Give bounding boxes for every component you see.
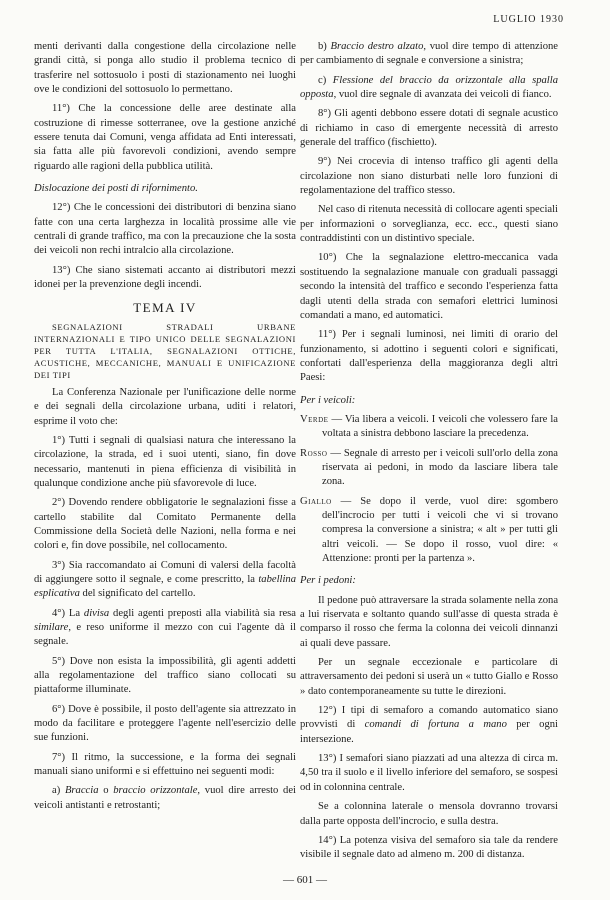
paragraph [300,74,558,103]
text-run: 12°) I tipi di semaforo a comando automatico siano provvisti di [300,705,558,731]
paragraph [300,704,558,747]
paragraph [300,40,558,69]
paragraph: 5°) Dove non esista la impossibilità, gli agenti addetti alla regolamentazione del traffico siano collocati su piattaforme illuminate. [34,655,296,696]
paragraph: 13°) I semafori siano piazzati ad una altezza di circa m. 4,50 tra il suolo e il livello inferiore del semaforo, se sospesi od in colonnina centrale. [300,753,558,793]
signal-label: Verde [300,413,329,425]
text-run-italic: braccio orizzontale [113,785,198,797]
left-column [34,40,296,818]
page-number: — 601 — [283,874,327,886]
text-run: o [98,785,114,797]
paragraph: Nel caso di ritenuta necessità di collocare agenti speciali per informazioni o sorveglianza, ecc. ecc., questi siano contraddistinti con un distintivo speciale. [300,204,558,245]
paragraph: Se a colonnina laterale o mensola dovranno trovarsi dalla parte opposta dell'incrocio, e sulla destra. [300,801,558,827]
paragraph: menti derivanti dalla congestione della circolazione nelle grandi città, si ponga allo studio il problema tecnico di trasferire nel sottosuolo i posti di stazionamento nei luoghi ove le condizioni del sottosuolo lo permettano. [34,41,296,96]
paragraph: 11°) Che la concessione delle aree destinate alla costruzione di rimesse sotterranee, ove la gestione anziché essere tenuta dai Comuni, venga affidata ad Enti interessati, sia fatta alle più favorevoli condizioni, avendo sempre riguardo alle ragioni della pubblica utilità. [34,103,296,172]
text-run-italic: Braccio destro alzato [330,41,424,52]
text-run: del significato del cartello. [79,588,196,600]
text-run-italic: tabellina esplicativa [34,573,296,600]
paragraph: 2°) Dovendo rendere obbligatorie le segnalazioni fisse a cartello stabilite dal Comitato Permanente della Commissione della Società delle Nazioni, nella forma e nei colori e, fin dove possibile, nel collocamento. [34,497,296,552]
text-run: c) [318,74,333,86]
text-run-italic: Braccia [64,785,99,797]
right-column [300,40,558,868]
text-run: b) [318,41,331,52]
signal-definition [300,413,558,442]
paragraph: 13°) Che siano sistemati accanto ai distributori mezzi idonei per la prevenzione degli incendi. [34,264,296,291]
text-run: — Segnale di arresto per i veicoli sull'orlo della zona riservata ai pedoni, in modo da lasciare libera tale zona. [322,447,558,488]
paragraph [34,607,296,650]
text-run: degli agenti preposti alla viabilità sia resa [109,607,296,619]
text-run: , vuol dire arresto dei veicoli antistanti e retrostanti; [34,785,296,811]
paragraph: 12°) Che le concessioni dei distributori di benzina siano fatte con una certa larghezza in località prossime alle vie centrali di grande traffico, ma con la precauzione che la sosta dei veicoli non rechi intralcio alla circolazione. [34,202,296,257]
text-run-italic: similare [34,622,69,633]
text-run-italic: comandi di fortuna a mano [364,719,507,731]
signal-definition [300,447,558,490]
tema-subtitle: SEGNALAZIONI STRADALI URBANE INTERNAZIONALI E TIPO UNICO DELLE SEGNALAZIONI PER TUTTA L'ITALIA, SEGNALAZIONI OTTICHE, ACUSTICHE, MECCANICHE, MANUALI E UNIFICAZIONE DEI TIPI [34,321,296,380]
text-run-italic: divisa [83,607,110,619]
signal-definition [300,495,558,567]
signal-label: Rosso [300,447,328,459]
paragraph: 14°) La potenza visiva del semaforo sia tale da rendere visibile il segnale dato ad almeno m. 200 di distanza. [300,834,558,861]
paragraph: 10°) Che la segnalazione elettro-meccanica vada sostituendo la segnalazione manuale con graduali passaggi secondo la intensità del traffico e secondo l'esperienza fatta dagli utenti della strada con semafori elettrici luminosi comandati a mano, ed automatici. [300,252,558,321]
paragraph: 9°) Nei crocevia di intenso traffico gli agenti della circolazione non siano disturbati nelle loro funzioni di regolamentazione del traffico stesso. [300,156,558,197]
text-run: per ogni intersezione. [300,719,558,745]
paragraph: 7°) Il ritmo, la successione, e la forma dei segnali manuali siano uniformi e si effettuino nei seguenti modi: [34,751,296,778]
tema-title: TEMA IV [133,299,197,315]
issue-header: LUGLIO 1930 [493,14,564,25]
paragraph: La Conferenza Nazionale per l'unificazione delle norme e dei segnali della circolazione urbana, uditi i relatori, esprime il voto che: [34,386,296,427]
paragraph: Per un segnale eccezionale e particolare di attraversamento dei pedoni si userà un « tutto Giallo e Rosso » dato contemporaneamente su tutte le direzioni. [300,657,558,697]
text-run: 4°) La [52,607,84,619]
text-run-italic: Flessione del braccio da orizzontale alla spalla opposta [300,74,558,101]
text-run: , e reso uniforme il mezzo con cui l'agente dà il segnale. [34,622,296,648]
text-run: a) [52,785,65,797]
section-heading: Per i pedoni: [300,575,356,587]
paragraph: 11°) Per i segnali luminosi, nei limiti di orario del funzionamento, si adottino i seguenti colori e significati, confortati dall'esperienza della maggioranza degli altri Paesi: [300,329,558,384]
section-heading: Per i veicoli: [300,394,356,406]
paragraph: Il pedone può attraversare la strada solamente nella zona a lui riservata e soltanto quando sull'asse di questa strada è comparso il rosso che ferma la colonna dei veicoli dinnanzi ai quali deve passare. [300,594,559,649]
text-run: , vuol dire tempo di attenzione per cambiamento di segnale e conversione a sinistra; [300,41,558,67]
paragraph: 6°) Dove è possibile, il posto dell'agente sia attrezzato in modo da facilitare e proteggere l'agente nell'esercizio delle sue funzioni. [34,703,296,744]
paragraph: 1°) Tutti i segnali di qualsiasi natura che interessano la circolazione, la strada, ed i suoi utenti, siano, fin dove necessario, mantenuti in piena efficienza di visibilità in qualunque condizione anche più sfavorevole di luce. [34,434,296,489]
paragraph [34,784,296,813]
signal-label: Giallo [300,495,332,507]
paragraph: 8°) Gli agenti debbono essere dotati di segnale acustico di richiamo in caso di emergente necessità di arresto generale del traffico (fischietto). [300,108,558,149]
text-run: , vuol dire segnale di avanzata dei veicoli di fianco. [333,89,552,101]
text-run: 3°) Sia raccomandato ai Comuni di valersi della facoltà di aggiungere sotto il segnale, e come prescritto, la [34,559,296,585]
section-heading: Dislocazione dei posti di rifornimento. [34,183,198,195]
text-run: — Se dopo il verde, vuol dire: sgombero dell'incrocio per tutti i veicoli che vi si trovano compresa la conversione a sinistra; « alt » per tutti gli altri veicoli. — Se dopo il rosso, vuol dire: « Attenzione: pronti per la partenza ». [322,495,558,564]
text-run: — Via libera a veicoli. I veicoli che volessero fare la voltata a sinistra debbono lasciare la precedenza. [322,413,558,440]
paragraph [34,559,296,602]
